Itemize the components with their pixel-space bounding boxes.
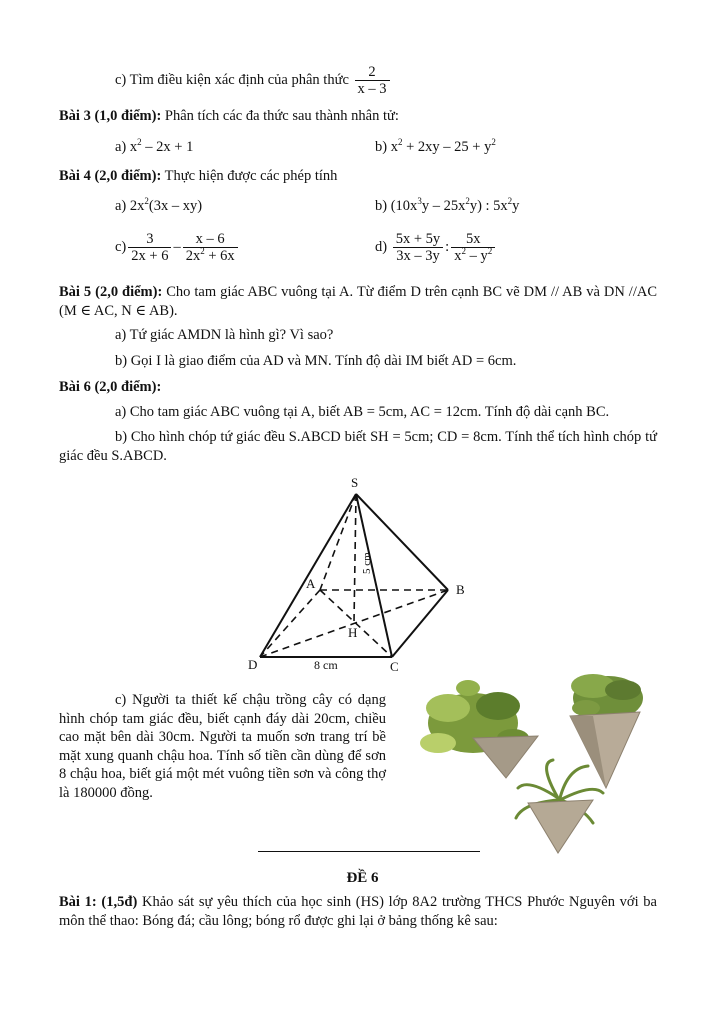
label-base: 8 cm: [314, 658, 338, 672]
bai5-a: a) Tứ giác AMDN là hình gì? Vì sao?: [115, 327, 334, 343]
edge-SB: [356, 494, 448, 590]
bottom-pot-icon: [528, 800, 593, 853]
bai4-c: c) $\frac{3}{2x + 6}$ – $\frac{x - 6}{2x^2 + 6x}$: [115, 231, 240, 264]
bai5-text: Bài 5 (2,0 điểm): Cho tam giác ABC vuông tại A. Từ điểm D trên cạnh BC vẽ DM // AB và DN //AC (M ∈ AC, N ∈ AB).: [59, 284, 658, 319]
label-B: B: [456, 582, 465, 597]
bai4-b: b) $(10x^3y - 25x^2y)$ : $5x^2y$: [375, 196, 520, 214]
diag-AC: [320, 590, 392, 657]
fraction: $\frac{5x + 5y}{3x - 3y}$: [393, 231, 443, 264]
de6-heading: ĐỀ 6: [346, 870, 379, 886]
label-D: D: [248, 657, 258, 672]
bai4-heading: Bài 4 (2,0 điểm): Thực hiện được các phép tính: [59, 168, 338, 184]
edge-SA: [320, 494, 356, 590]
bai4-a: a) $2x^2(3x - xy)$: [115, 196, 203, 214]
bai3-heading: Bài 3 (1,0 điểm): Phân tích các đa thức sau thành nhân tử:: [59, 108, 399, 124]
bai6-b: b) Cho hình chóp tứ giác đều S.ABCD biết SH = 5cm; CD = 8cm. Tính thể tích hình chóp tứ giác đều S.ABCD.: [59, 429, 657, 464]
bai4-d: d) $\frac{5x + 5y}{3x - 3y}$ : $\frac{5x}{x^2 - y^2}$: [375, 231, 497, 264]
edge-SC: [356, 494, 392, 657]
pyramid-figure: [240, 470, 480, 675]
label-height: 5 cm: [361, 552, 373, 574]
fraction: $\frac{3}{2x + 6}$: [128, 231, 171, 264]
section-divider: [258, 851, 480, 852]
bai5-b: b) Gọi I là giao điểm của AD và MN. Tính độ dài IM biết AD = 6cm.: [115, 353, 517, 369]
bai6-heading: Bài 6 (2,0 điểm):: [59, 379, 162, 395]
fraction: $\frac{x - 6}{2x^2 + 6x}$: [183, 231, 238, 264]
label-S: S: [351, 475, 359, 490]
label-A: A: [306, 576, 316, 591]
plant-pots-image: [418, 668, 658, 858]
height-SH: [354, 494, 356, 622]
bai3-a: a) $x^2 - 2x + 1$: [115, 137, 194, 155]
bai3-b: b) $x^2 + 2xy - 25 + y^2$: [375, 137, 496, 155]
fraction: $\frac{2}{x - 3}$: [355, 64, 390, 97]
label-C: C: [390, 659, 399, 674]
edge-AD: [260, 590, 320, 657]
fraction: $\frac{5x}{x^2 - y^2}$: [451, 231, 495, 264]
bai2-c: c) Tìm điều kiện xác định của phân thức $\frac{2}{x - 3}$: [115, 64, 392, 97]
left-pot-icon: [473, 736, 538, 778]
bai6-c: c) Người ta thiết kế chậu trồng cây có dạng hình chóp tam giác đều, biết cạnh đáy dài 20cm, chiều cao mặt bên dài 30cm. Người ta muốn sơn trang trí bề mặt xung quanh chậu hoa. Tính số tiền cần dùng để sơn 8 chậu hoa, biết giá một mét vuông tiền sơn và công thợ là 180000 đồng.: [59, 692, 386, 801]
de6-bai1: Bài 1: (1,5đ) Khảo sát sự yêu thích của học sinh (HS) lớp 8A2 trường THCS Phước Nguyên với ba môn thể thao: Bóng đá; cầu lông; bóng rổ được ghi lại ở bảng thống kê sau:: [59, 894, 657, 929]
label-H: H: [348, 625, 358, 640]
bai6-a: a) Cho tam giác ABC vuông tại A, biết AB = 5cm, AC = 12cm. Tính độ dài cạnh BC.: [115, 404, 610, 420]
